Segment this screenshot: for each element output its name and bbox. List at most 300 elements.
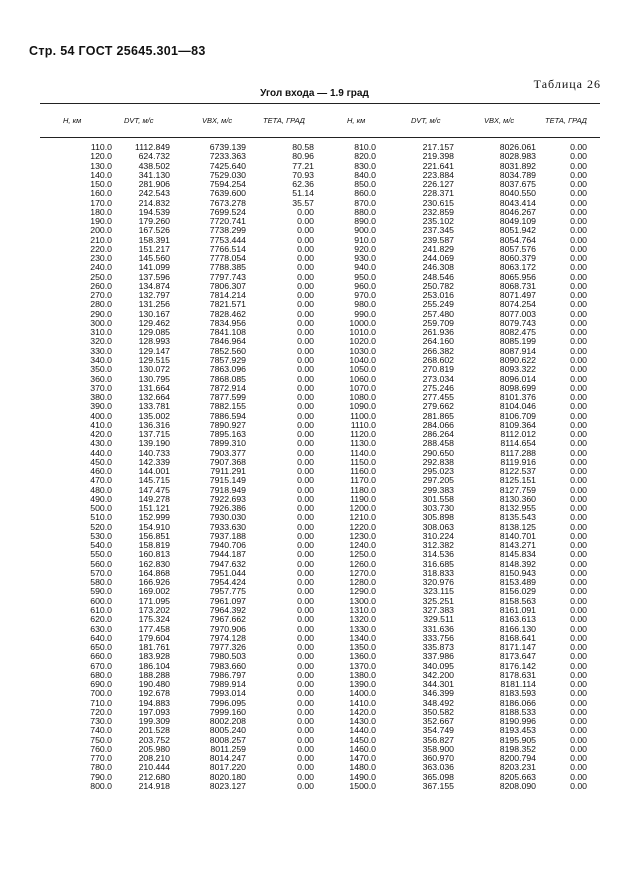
vbx-cell: 7699.524 [209, 206, 246, 217]
vbx-cell: 8014.247 [209, 753, 246, 764]
dvt-cell: 266.382 [422, 345, 454, 356]
vbx-cell: 8079.743 [499, 317, 536, 328]
h-cell: 480.0 [90, 484, 112, 495]
dvt-cell: 273.034 [422, 373, 454, 384]
h-cell: 430.0 [90, 438, 112, 449]
theta-cell: 0.00 [297, 308, 314, 319]
col-header-dvt: DVT, м/с [124, 116, 154, 125]
dvt-cell: 275.246 [422, 382, 454, 393]
h-cell: 1230.0 [349, 530, 376, 541]
vbx-cell: 7951.044 [209, 567, 246, 578]
vbx-cell: 7797.743 [209, 271, 246, 282]
dvt-cell: 140.733 [138, 447, 170, 458]
theta-cell: 0.00 [297, 225, 314, 236]
vbx-cell: 8002.208 [209, 716, 246, 727]
vbx-cell: 7930.030 [209, 512, 246, 523]
vbx-cell: 7999.160 [209, 706, 246, 717]
dvt-cell: 129.462 [138, 317, 170, 328]
h-cell: 170.0 [90, 197, 112, 208]
h-cell: 1410.0 [349, 697, 376, 708]
vbx-cell: 8090.622 [499, 354, 536, 365]
vbx-cell: 7425.640 [209, 160, 246, 171]
theta-cell: 0.00 [570, 271, 587, 282]
theta-cell: 0.00 [297, 364, 314, 375]
vbx-cell: 7877.599 [209, 392, 246, 403]
vbx-cell: 8190.996 [499, 716, 536, 727]
h-cell: 970.0 [354, 290, 376, 301]
vbx-cell: 7857.929 [209, 354, 246, 365]
h-cell: 670.0 [90, 660, 112, 671]
vbx-cell: 8132.955 [499, 503, 536, 514]
dvt-cell: 199.309 [138, 716, 170, 727]
theta-cell: 0.00 [297, 271, 314, 282]
theta-cell: 0.00 [297, 317, 314, 328]
dvt-cell: 288.458 [422, 438, 454, 449]
vbx-cell: 8071.497 [499, 290, 536, 301]
h-cell: 1300.0 [349, 595, 376, 606]
theta-cell: 0.00 [297, 753, 314, 764]
theta-cell: 0.00 [570, 216, 587, 227]
vbx-cell: 8028.983 [499, 151, 536, 162]
vbx-cell: 8112.012 [500, 429, 536, 440]
dvt-cell: 217.157 [422, 142, 454, 152]
vbx-cell: 8106.709 [499, 410, 536, 421]
theta-cell: 0.00 [297, 206, 314, 217]
theta-cell: 0.00 [297, 512, 314, 523]
theta-cell: 0.00 [297, 262, 314, 273]
theta-cell: 0.00 [297, 651, 314, 662]
theta-cell: 0.00 [570, 169, 587, 180]
vbx-cell: 8143.271 [499, 540, 536, 551]
dvt-cell: 134.874 [138, 280, 170, 291]
vbx-cell: 8117.288 [500, 447, 536, 458]
dvt-cell: 128.993 [138, 336, 170, 347]
theta-cell: 0.00 [297, 216, 314, 227]
h-cell: 120.0 [90, 151, 112, 162]
dvt-cell: 310.224 [422, 530, 454, 541]
h-cell: 990.0 [354, 308, 376, 319]
h-cell: 1020.0 [349, 336, 376, 347]
theta-cell: 0.00 [297, 382, 314, 393]
h-cell: 590.0 [90, 586, 112, 597]
theta-cell: 0.00 [570, 743, 587, 754]
vbx-cell: 8119.916 [500, 456, 536, 467]
h-cell: 870.0 [354, 197, 376, 208]
vbx-cell: 8005.240 [209, 725, 246, 736]
theta-cell: 62.36 [292, 179, 314, 190]
dvt-cell: 292.838 [422, 456, 454, 467]
dvt-cell: 160.813 [138, 549, 170, 560]
vbx-cell: 8054.764 [499, 234, 536, 245]
dvt-cell: 190.480 [138, 679, 170, 690]
dvt-cell: 158.391 [138, 234, 170, 245]
h-cell: 310.0 [90, 327, 112, 338]
theta-cell: 0.00 [297, 595, 314, 606]
vbx-cell: 7915.149 [209, 475, 246, 486]
theta-cell: 0.00 [570, 632, 587, 643]
theta-cell: 0.00 [297, 567, 314, 578]
vbx-cell: 8096.014 [499, 373, 536, 384]
vbx-cell: 8195.905 [499, 734, 536, 745]
dvt-cell: 194.539 [138, 206, 170, 217]
dvt-cell: 363.036 [422, 762, 454, 773]
dvt-cell: 350.582 [422, 706, 454, 717]
theta-cell: 70.93 [292, 169, 314, 180]
dvt-cell: 223.884 [422, 169, 454, 180]
h-cell: 210.0 [90, 234, 112, 245]
h-cell: 290.0 [90, 308, 112, 319]
dvt-cell: 129.147 [138, 345, 170, 356]
dvt-cell: 301.558 [422, 493, 454, 504]
theta-cell: 0.00 [297, 540, 314, 551]
vbx-cell: 8198.352 [499, 743, 536, 754]
dvt-cell: 129.515 [138, 354, 170, 365]
theta-cell: 0.00 [297, 586, 314, 597]
vbx-cell: 7766.514 [209, 243, 246, 254]
dvt-cell: 303.730 [422, 503, 454, 514]
dvt-cell: 308.063 [422, 521, 454, 532]
h-cell: 110.0 [90, 142, 112, 152]
vbx-cell: 8158.563 [499, 595, 536, 606]
dvt-cell: 320.976 [422, 577, 454, 588]
h-cell: 260.0 [90, 280, 112, 291]
vbx-cell: 8011.259 [210, 743, 246, 754]
h-cell: 910.0 [354, 234, 376, 245]
theta-cell: 0.00 [570, 753, 587, 764]
vbx-cell: 7639.600 [209, 188, 246, 199]
h-cell: 1180.0 [350, 484, 376, 495]
theta-cell: 0.00 [570, 540, 587, 551]
vbx-cell: 7863.096 [209, 364, 246, 375]
dvt-cell: 261.936 [422, 327, 454, 338]
vbx-cell: 7594.254 [209, 179, 246, 190]
h-cell: 1130.0 [350, 438, 376, 449]
dvt-cell: 352.667 [422, 716, 454, 727]
dvt-cell: 226.127 [422, 179, 454, 190]
theta-cell: 0.00 [570, 521, 587, 532]
theta-cell: 0.00 [297, 401, 314, 412]
theta-cell: 0.00 [570, 354, 587, 365]
h-cell: 1250.0 [349, 549, 376, 560]
h-cell: 980.0 [354, 299, 376, 310]
dvt-cell: 327.383 [422, 605, 454, 615]
theta-cell: 0.00 [570, 595, 587, 606]
dvt-cell: 137.715 [138, 429, 170, 440]
h-cell: 1160.0 [350, 466, 376, 477]
vbx-cell: 7986.797 [209, 669, 246, 680]
theta-cell: 0.00 [297, 669, 314, 680]
dvt-cell: 235.102 [422, 216, 454, 227]
theta-cell: 0.00 [297, 734, 314, 745]
vbx-cell: 8183.593 [499, 688, 536, 699]
dvt-cell: 152.999 [138, 512, 170, 523]
vbx-cell: 8186.066 [499, 697, 536, 708]
dvt-cell: 129.085 [138, 327, 170, 338]
h-cell: 140.0 [90, 169, 112, 180]
dvt-cell: 179.604 [138, 632, 170, 643]
vbx-cell: 8130.360 [499, 493, 536, 504]
theta-cell: 0.00 [570, 410, 587, 421]
vbx-cell: 7529.030 [209, 169, 246, 180]
dvt-cell: 230.615 [422, 197, 454, 208]
vbx-cell: 7806.307 [209, 280, 246, 291]
h-cell: 1140.0 [350, 447, 376, 458]
h-cell: 370.0 [90, 382, 112, 393]
dvt-cell: 264.160 [422, 336, 454, 347]
dvt-cell: 341.130 [138, 169, 170, 180]
dvt-cell: 164.868 [138, 567, 170, 578]
theta-cell: 0.00 [570, 429, 587, 440]
vbx-cell: 8173.647 [499, 651, 536, 662]
dvt-cell: 314.536 [422, 549, 454, 560]
h-cell: 1490.0 [349, 771, 376, 782]
page-header: Стр. 54 ГОСТ 25645.301—83 [29, 44, 206, 58]
vbx-cell: 8051.942 [499, 225, 536, 236]
theta-cell: 80.58 [292, 142, 314, 152]
vbx-cell: 7944.187 [209, 549, 246, 560]
vbx-cell: 8026.061 [499, 142, 536, 152]
h-cell: 230.0 [90, 253, 112, 264]
dvt-cell: 354.749 [422, 725, 454, 736]
h-cell: 1150.0 [350, 456, 376, 467]
dvt-cell: 348.492 [422, 697, 454, 708]
theta-cell: 0.00 [570, 780, 587, 791]
theta-cell: 0.00 [570, 327, 587, 338]
theta-cell: 0.00 [570, 188, 587, 199]
h-cell: 550.0 [90, 549, 112, 560]
vbx-cell: 7961.097 [209, 595, 246, 606]
vbx-cell: 8140.701 [499, 530, 536, 541]
vbx-cell: 8098.699 [499, 382, 536, 393]
vbx-cell: 7890.927 [209, 419, 246, 430]
vbx-cell: 8138.125 [499, 521, 536, 532]
h-cell: 460.0 [90, 466, 112, 477]
theta-cell: 0.00 [570, 706, 587, 717]
vbx-cell: 8023.127 [209, 780, 246, 791]
vbx-cell: 8077.003 [499, 308, 536, 319]
dvt-cell: 325.251 [422, 595, 454, 606]
dvt-cell: 145.560 [138, 253, 170, 264]
theta-cell: 0.00 [297, 605, 314, 615]
vbx-cell: 7907.368 [209, 456, 246, 467]
theta-cell: 0.00 [570, 308, 587, 319]
theta-cell: 0.00 [570, 438, 587, 449]
h-cell: 830.0 [354, 160, 376, 171]
theta-cell: 0.00 [297, 558, 314, 569]
dvt-cell: 246.308 [422, 262, 454, 273]
dvt-cell: 255.249 [422, 299, 454, 310]
dvt-cell: 142.339 [138, 456, 170, 467]
h-cell: 340.0 [90, 354, 112, 365]
theta-cell: 0.00 [297, 354, 314, 365]
h-cell: 630.0 [90, 623, 112, 634]
vbx-cell: 7937.188 [209, 530, 246, 541]
vbx-cell: 7788.385 [209, 262, 246, 273]
vbx-cell: 8122.537 [499, 466, 536, 477]
dvt-cell: 203.752 [138, 734, 170, 745]
dvt-cell: 337.986 [422, 651, 454, 662]
dvt-cell: 438.502 [138, 160, 170, 171]
dvt-cell: 175.324 [138, 614, 170, 625]
theta-cell: 0.00 [570, 151, 587, 162]
h-cell: 610.0 [90, 605, 112, 615]
theta-cell: 0.00 [570, 623, 587, 634]
h-cell: 820.0 [354, 151, 376, 162]
vbx-cell: 8093.322 [499, 364, 536, 375]
theta-cell: 0.00 [570, 317, 587, 328]
theta-cell: 0.00 [570, 577, 587, 588]
vbx-cell: 7940.706 [209, 540, 246, 551]
h-cell: 190.0 [90, 216, 112, 227]
dvt-cell: 197.093 [138, 706, 170, 717]
theta-cell: 80.96 [292, 151, 314, 162]
h-cell: 390.0 [90, 401, 112, 412]
theta-cell: 0.00 [570, 456, 587, 467]
vbx-cell: 7738.299 [209, 225, 246, 236]
h-cell: 400.0 [90, 410, 112, 421]
h-cell: 1460.0 [349, 743, 376, 754]
vbx-cell: 7778.054 [209, 253, 246, 264]
theta-cell: 0.00 [297, 493, 314, 504]
dvt-cell: 281.906 [138, 179, 170, 190]
vbx-cell: 7868.085 [209, 373, 246, 384]
h-cell: 410.0 [90, 419, 112, 430]
theta-cell: 0.00 [570, 475, 587, 486]
dvt-cell: 219.398 [422, 151, 454, 162]
h-cell: 180.0 [90, 206, 112, 217]
vbx-cell: 7933.630 [209, 521, 246, 532]
col-header-h-2: H, км [347, 116, 366, 125]
h-cell: 250.0 [90, 271, 112, 282]
h-cell: 730.0 [90, 716, 112, 727]
theta-cell: 0.00 [297, 725, 314, 736]
vbx-cell: 6739.139 [209, 142, 246, 152]
dvt-cell: 210.444 [138, 762, 170, 773]
h-cell: 1370.0 [349, 660, 376, 671]
theta-cell: 0.00 [570, 558, 587, 569]
theta-cell: 51.14 [292, 188, 314, 199]
table-top-rule [40, 103, 600, 104]
dvt-cell: 132.664 [138, 392, 170, 403]
h-cell: 710.0 [90, 697, 112, 708]
dvt-cell: 212.680 [138, 771, 170, 782]
dvt-cell: 335.873 [422, 642, 454, 653]
vbx-cell: 7673.278 [209, 197, 246, 208]
h-cell: 1000.0 [349, 317, 376, 328]
theta-cell: 0.00 [297, 345, 314, 356]
vbx-cell: 7926.386 [209, 503, 246, 514]
vbx-cell: 7903.377 [209, 447, 246, 458]
h-cell: 1260.0 [349, 558, 376, 569]
dvt-cell: 323.115 [423, 586, 454, 597]
h-cell: 1120.0 [350, 429, 376, 440]
vbx-cell: 7828.462 [209, 308, 246, 319]
dvt-cell: 156.851 [138, 530, 170, 541]
vbx-cell: 8049.109 [499, 216, 536, 227]
h-cell: 640.0 [90, 632, 112, 643]
h-cell: 160.0 [90, 188, 112, 199]
theta-cell: 0.00 [570, 493, 587, 504]
h-cell: 620.0 [90, 614, 112, 625]
h-cell: 1440.0 [349, 725, 376, 736]
vbx-cell: 8156.029 [499, 586, 536, 597]
theta-cell: 0.00 [297, 456, 314, 467]
h-cell: 530.0 [90, 530, 112, 541]
vbx-cell: 7882.155 [209, 401, 246, 412]
h-cell: 1080.0 [349, 392, 376, 403]
vbx-cell: 8166.130 [499, 623, 536, 634]
dvt-cell: 130.167 [138, 308, 170, 319]
dvt-cell: 259.709 [422, 317, 454, 328]
h-cell: 130.0 [90, 160, 112, 171]
theta-cell: 0.00 [570, 725, 587, 736]
theta-cell: 0.00 [297, 743, 314, 754]
col-header-dvt-2: DVT, м/с [411, 116, 441, 125]
vbx-cell: 8031.892 [499, 160, 536, 171]
h-cell: 420.0 [90, 429, 112, 440]
vbx-cell: 7983.660 [209, 660, 246, 671]
h-cell: 470.0 [90, 475, 112, 486]
dvt-cell: 173.202 [138, 605, 170, 615]
dvt-cell: 130.072 [138, 364, 170, 375]
theta-cell: 0.00 [297, 280, 314, 291]
vbx-cell: 8057.576 [499, 243, 536, 254]
vbx-cell: 7918.949 [209, 484, 246, 495]
theta-cell: 0.00 [297, 771, 314, 782]
dvt-cell: 356.827 [422, 734, 454, 745]
theta-cell: 0.00 [570, 762, 587, 773]
dvt-cell: 147.475 [138, 484, 170, 495]
theta-cell: 0.00 [297, 577, 314, 588]
dvt-cell: 186.104 [138, 660, 170, 671]
dvt-cell: 132.797 [138, 290, 170, 301]
dvt-cell: 228.371 [422, 188, 454, 199]
vbx-cell: 7993.014 [209, 688, 246, 699]
dvt-cell: 344.301 [422, 679, 454, 690]
h-cell: 600.0 [90, 595, 112, 606]
vbx-cell: 8127.759 [499, 484, 536, 495]
theta-cell: 0.00 [570, 669, 587, 680]
dvt-cell: 154.910 [138, 521, 170, 532]
h-cell: 300.0 [90, 317, 112, 328]
theta-cell: 0.00 [570, 206, 587, 217]
theta-cell: 0.00 [570, 484, 587, 495]
vbx-cell: 7977.326 [209, 642, 246, 653]
dvt-cell: 205.980 [138, 743, 170, 754]
h-cell: 280.0 [90, 299, 112, 310]
vbx-cell: 8171.147 [499, 642, 536, 653]
theta-cell: 0.00 [570, 179, 587, 190]
vbx-cell: 7233.363 [209, 151, 246, 162]
h-cell: 1500.0 [349, 780, 376, 791]
theta-cell: 0.00 [570, 419, 587, 430]
vbx-cell: 8063.172 [499, 262, 536, 273]
dvt-cell: 290.650 [422, 447, 454, 458]
dvt-cell: 135.002 [138, 410, 170, 421]
h-cell: 750.0 [90, 734, 112, 745]
theta-cell: 0.00 [297, 716, 314, 727]
vbx-cell: 7821.571 [209, 299, 246, 310]
h-cell: 360.0 [90, 373, 112, 384]
theta-cell: 0.00 [297, 336, 314, 347]
dvt-cell: 241.829 [422, 243, 454, 254]
h-cell: 660.0 [90, 651, 112, 662]
h-cell: 220.0 [90, 243, 112, 254]
theta-cell: 0.00 [297, 780, 314, 791]
dvt-cell: 358.900 [422, 743, 454, 754]
vbx-cell: 8037.675 [499, 179, 536, 190]
h-cell: 920.0 [354, 243, 376, 254]
